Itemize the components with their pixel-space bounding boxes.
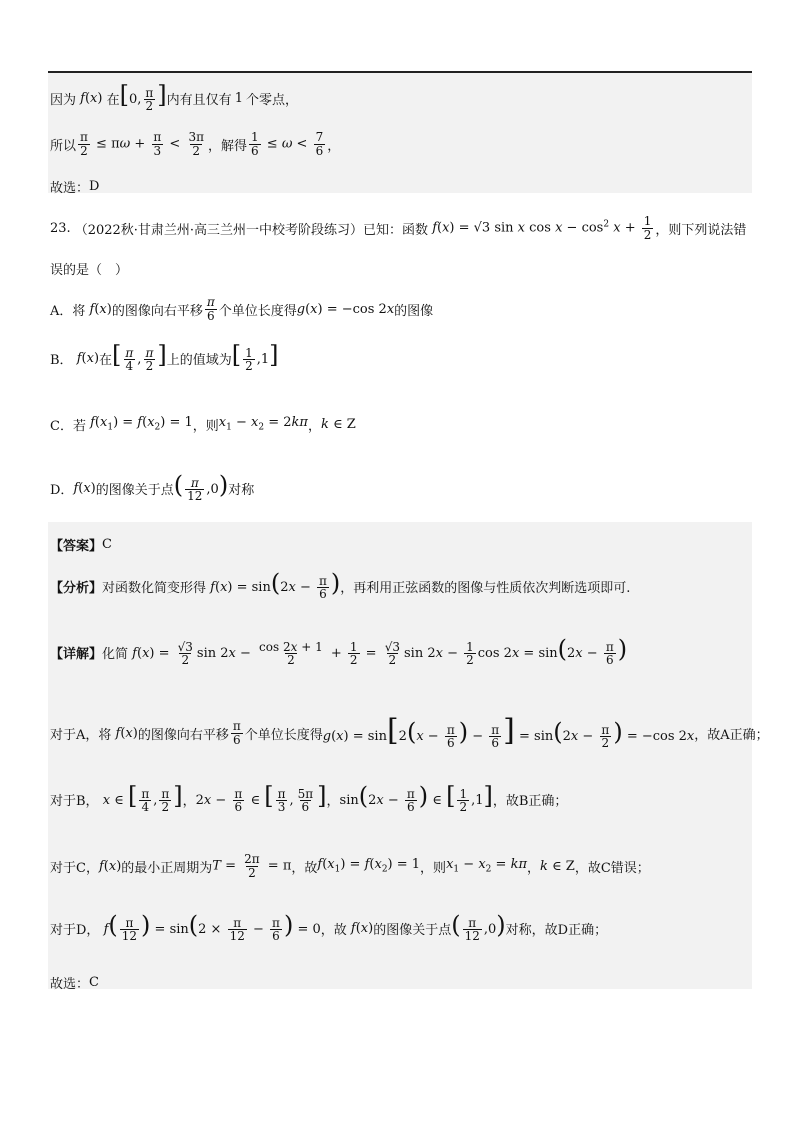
text: 内有且仅有 xyxy=(166,92,232,108)
math: $\frac{\pi}{6}$ xyxy=(206,294,215,323)
analysis-label: 【分析】 xyxy=(50,580,103,596)
math: f(x) xyxy=(98,858,122,874)
math: $\frac{1}{6}$ ≤ ω < $\frac{7}{6}$ xyxy=(251,129,324,158)
text: ，故 xyxy=(291,860,318,876)
question-stem-2 xyxy=(50,258,128,278)
math: $\frac{\pi}{2}$ ≤ πω + $\frac{\pi}{3}$ < $\frac{3\pi}{2}$ xyxy=(80,129,204,158)
math: $\frac{\pi}{6}$ xyxy=(232,718,241,747)
text: 个零点， xyxy=(245,92,298,108)
text: ， xyxy=(327,138,341,154)
text: ， xyxy=(307,418,321,434)
text: ， xyxy=(326,793,340,809)
final-line xyxy=(50,972,99,992)
math: f(x) xyxy=(73,480,96,496)
math: [ $\frac{1}{2}$ ,1] xyxy=(231,341,279,374)
question-source: （2022秋·甘肃兰州·高三兰州一中校考阶段练习）已知：函数 xyxy=(74,222,429,238)
text: ， xyxy=(526,860,540,876)
math: g(x) = −cos 2x xyxy=(296,301,395,317)
text: 对于C， xyxy=(50,860,99,876)
text: 个单位长度得 xyxy=(218,303,297,319)
math: $f(x_1) = f(x_2) = 1$ xyxy=(317,857,421,875)
for-b-line xyxy=(50,776,567,822)
top-line-2 xyxy=(50,126,340,162)
text: 对称 xyxy=(228,482,255,498)
text: 误的是（ ） xyxy=(50,262,129,278)
math: f(x) xyxy=(76,90,103,106)
text: ，故A正确； xyxy=(694,727,769,743)
math: f( $\frac{\pi}{12}$ ) = sin(2 × $\frac{\pi}{12}$ − $\frac{\pi}{6}$ ) = 0 xyxy=(103,911,321,944)
text: ，解得 xyxy=(207,138,247,154)
text: C xyxy=(89,974,99,990)
math: k ∈ Z xyxy=(540,858,575,874)
text: ，则下列说法错 xyxy=(655,222,747,238)
text: 对于B， xyxy=(50,793,99,809)
math: f(x) xyxy=(346,920,374,936)
text: 所以 xyxy=(50,138,77,154)
math: g(x) = sin[2(x − $\frac{\pi}{6}$ ) − $\frac{\pi}{6}$ ] = sin(2x − $\frac{\pi}{2}$ ) = −cos 2x xyxy=(322,713,695,751)
math: T = $\frac{2\pi}{2}$ = π xyxy=(212,851,292,880)
text: 对函数化简变形得 xyxy=(102,580,207,596)
text: 因为 xyxy=(50,92,77,108)
text: D xyxy=(89,178,100,194)
math: f(x) xyxy=(111,725,138,741)
text: 对于A，将 xyxy=(50,727,112,743)
text: ， xyxy=(182,793,196,809)
text: 上的值域为 xyxy=(166,352,232,368)
top-line-3 xyxy=(50,176,99,196)
text: ，故B正确； xyxy=(492,793,568,809)
answer-value: C xyxy=(102,536,112,552)
text: 的图像 xyxy=(394,303,434,319)
for-a-line xyxy=(50,710,769,756)
math: ( $\frac{\pi}{12}$ ,0) xyxy=(451,911,506,944)
text: 化简 xyxy=(102,646,129,662)
math: sin(2x − $\frac{\pi}{6}$ ) ∈ [ $\frac{1}{2}$ ,1] xyxy=(339,782,493,815)
option-label: C．若 xyxy=(50,418,86,434)
math: f(x) xyxy=(72,350,100,366)
text: 的图像向右平移 xyxy=(137,727,229,743)
math: k ∈ Z xyxy=(320,416,356,432)
text: 故选： xyxy=(50,180,90,196)
text: 对于D， xyxy=(50,922,100,938)
math: f(x) xyxy=(85,301,112,317)
detail-line xyxy=(50,630,627,674)
option-d xyxy=(50,468,254,508)
math: $x_1 - x_2 = 2k\pi$ xyxy=(218,415,308,433)
text: 在 xyxy=(99,352,113,368)
option-label: A．将 xyxy=(50,303,86,319)
analysis-line xyxy=(50,566,630,606)
math: ( $\frac{\pi}{12}$ ,0) xyxy=(173,471,229,504)
math: f(x) = $\frac{√3}{2}$ sin 2x − $\frac{\cos 2x + 1}{2}$ + $\frac{1}{2}$ = $\frac{√3}{2}$ sin 2x − $\frac{1}{2}$ cos 2x = sin(2x − $\frac{\pi}{6}$ ) xyxy=(132,635,628,668)
question-number: 23. xyxy=(50,220,71,236)
text: 对称，故D正确； xyxy=(505,922,608,938)
math: f(x) = √3 sin x $\cos x - \cos^2 x$ + $\frac{1}{2}$ xyxy=(432,213,652,242)
text: 的图像向右平移 xyxy=(111,303,203,319)
answer-line xyxy=(50,534,112,554)
detail-label: 【详解】 xyxy=(50,646,103,662)
math: 2x − $\frac{\pi}{6}$ ∈ [ $\frac{\pi}{3}$ , $\frac{5\pi}{6}$ ] xyxy=(195,782,327,815)
text: ，再利用正弦函数的图像与性质依次判断选项即可. xyxy=(340,580,631,596)
text: 个单位长度得 xyxy=(244,727,323,743)
text: 在 xyxy=(106,92,120,108)
text: 的图像关于点 xyxy=(95,482,174,498)
text: ，则 xyxy=(420,860,447,876)
option-label: D． xyxy=(50,482,74,498)
question-stem xyxy=(50,210,746,246)
text: ，则 xyxy=(192,418,219,434)
math: [0, $\frac{\pi}{2}$ ] xyxy=(119,81,167,114)
top-line-1 xyxy=(50,80,298,116)
math: [ $\frac{\pi}{4}$ , $\frac{\pi}{2}$ ] xyxy=(112,341,167,374)
math: $f(x_1) = f(x_2) = 1$ xyxy=(90,415,193,433)
math: x ∈ [ $\frac{\pi}{4}$ , $\frac{\pi}{2}$ ] xyxy=(102,782,183,815)
text: ，故C错误； xyxy=(574,860,650,876)
option-a xyxy=(50,290,433,328)
for-d-line xyxy=(50,906,607,950)
text: 的图像关于点 xyxy=(373,922,452,938)
option-c xyxy=(50,412,356,436)
text: ，故 xyxy=(320,922,347,938)
answer-label: 【答案】 xyxy=(50,538,103,554)
option-label: B． xyxy=(50,352,73,368)
text: 故选： xyxy=(50,976,90,992)
option-b xyxy=(50,338,279,378)
math: f(x) = sin(2x − $\frac{\pi}{6}$ ) xyxy=(210,569,341,602)
text: 1 xyxy=(234,90,243,106)
for-c-line xyxy=(50,846,650,886)
text: 的最小正周期为 xyxy=(121,860,213,876)
math: $x_1 - x_2 = k\pi$ xyxy=(446,857,527,875)
